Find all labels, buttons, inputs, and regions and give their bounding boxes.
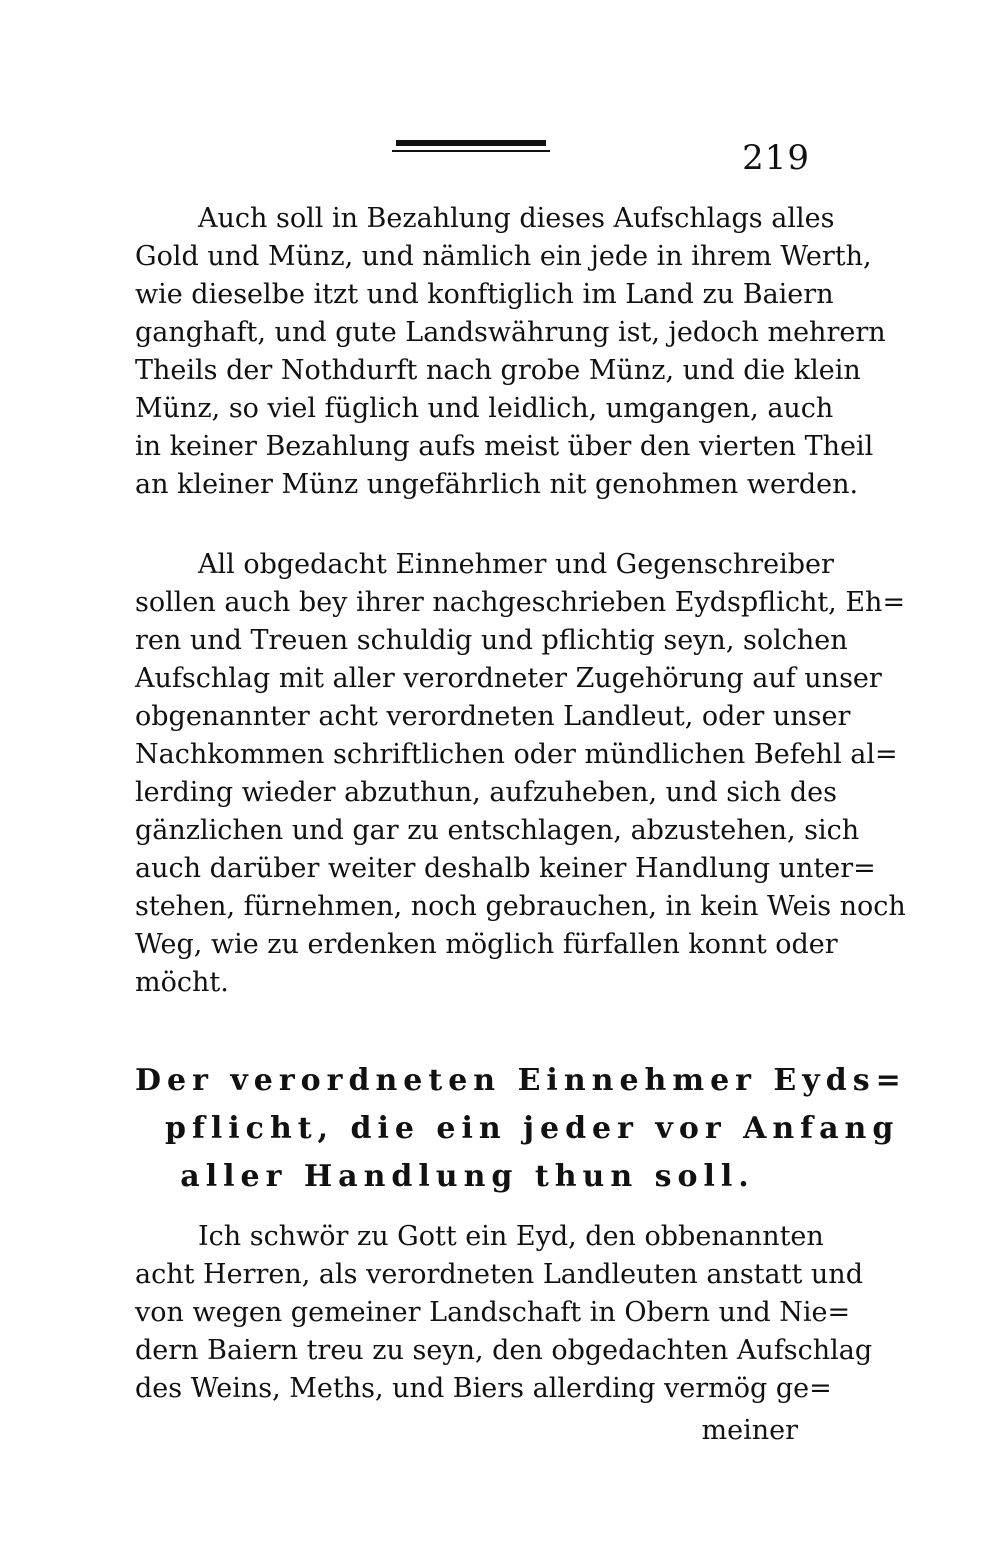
section-heading-line: aller Handlung thun soll.	[180, 1159, 755, 1194]
text-line: All obgedacht Einnehmer und Gegenschreiber	[198, 549, 834, 580]
catchword: meiner	[701, 1415, 798, 1446]
page-number: 219	[742, 138, 810, 178]
text-line: in keiner Bezahlung aufs meist über den vierten Theil	[135, 431, 874, 462]
text-line: stehen, fürnehmen, noch gebrauchen, in kein Weis noch	[135, 891, 906, 922]
text-line: Auch soll in Bezahlung dieses Aufschlags alles	[198, 203, 835, 234]
text-line: dern Baiern treu zu seyn, den obgedachten Aufschlag	[135, 1335, 873, 1366]
text-line: möcht.	[135, 967, 229, 998]
text-line: gänzlichen und gar zu entschlagen, abzustehen, sich	[135, 815, 860, 846]
text-line: Münz, so viel füglich und leidlich, umgangen, auch	[135, 393, 834, 424]
section-heading-line: pflicht, die ein jeder vor Anfang	[165, 1111, 900, 1146]
text-line: Weg, wie zu erdenken möglich fürfallen konnt oder	[135, 929, 838, 960]
text-line: lerding wieder abzuthun, aufzuheben, und sich des	[135, 777, 837, 808]
text-line: Theils der Nothdurft nach grobe Münz, und die klein	[135, 355, 861, 386]
text-line: Gold und Münz, und nämlich ein jede in ihrem Werth,	[135, 241, 872, 272]
text-line: Ich schwör zu Gott ein Eyd, den obbenannten	[198, 1221, 824, 1252]
header-rule-thick	[396, 140, 546, 146]
text-line: ren und Treuen schuldig und pflichtig seyn, solchen	[135, 625, 848, 656]
text-line: Aufschlag mit aller verordneter Zugehörung auf unser	[135, 663, 882, 694]
text-line: ganghaft, und gute Landswährung ist, jedoch mehrern	[135, 317, 886, 348]
text-line: obgenannter acht verordneten Landleut, oder unser	[135, 701, 851, 732]
section-heading-line: Der verordneten Einnehmer Eyds=	[135, 1063, 907, 1098]
text-line: acht Herren, als verordneten Landleuten anstatt und	[135, 1259, 863, 1290]
header-ornament-rule	[392, 140, 550, 154]
text-line: auch darüber weiter deshalb keiner Handlung unter=	[135, 853, 876, 884]
text-line: von wegen gemeiner Landschaft in Obern und Nie=	[135, 1297, 851, 1328]
text-line: des Weins, Meths, und Biers allerding vermög ge=	[135, 1373, 832, 1404]
text-line: wie dieselbe itzt und konftiglich im Land zu Baiern	[135, 279, 834, 310]
header-rule-thin	[392, 150, 550, 152]
text-line: Nachkommen schriftlichen oder mündlichen Befehl al=	[135, 739, 898, 770]
text-line: an kleiner Münz ungefährlich nit genohmen werden.	[135, 469, 859, 500]
text-line: sollen auch bey ihrer nachgeschrieben Eydspflicht, Eh=	[135, 587, 906, 618]
